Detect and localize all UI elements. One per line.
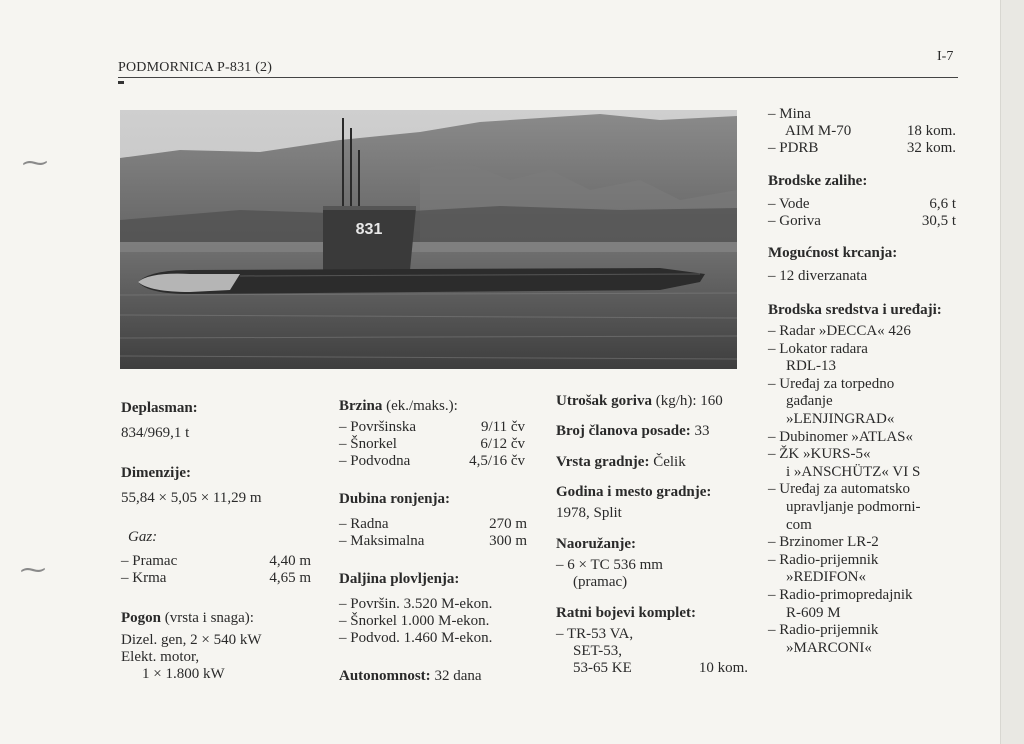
brzina-row: – Površinska 9/11 čv	[339, 419, 525, 435]
page-title: PODMORNICA P-831 (2)	[118, 60, 273, 75]
sredstva-item: – Dubinomer »ATLAS«	[768, 428, 913, 445]
sredstva-item: – Radio-prijemnik	[768, 622, 879, 639]
sredstva-item: – Brzinomer LR-2	[768, 534, 879, 551]
gaz-row: – Krma 4,65 m	[121, 570, 311, 586]
sredstva-item: – Lokator radara	[768, 340, 868, 357]
sredstva-item: – Radar »DECCA« 426	[768, 323, 911, 339]
naoruzanje-line: (pramac)	[573, 574, 628, 590]
daljina-row: – Podvod. 1.460 M-ekon.	[339, 630, 493, 646]
krcanja-value: – 12 diverzanata	[768, 268, 868, 284]
daljina-row: – Površin. 3.520 M-ekon.	[339, 596, 493, 612]
margin-mark: ⁓	[22, 148, 48, 177]
godina-value: 1978, Split	[556, 505, 622, 521]
brzina-heading: Brzina (ek./maks.):	[339, 398, 458, 414]
dubina-label: Dubina ronjenja:	[339, 491, 450, 507]
sredstva-list	[768, 323, 968, 657]
margin-mark: ⁓	[20, 555, 46, 584]
column-3	[556, 393, 756, 677]
page-edge	[1000, 0, 1024, 744]
sredstva-item: – Uređaj za automatsko	[768, 481, 911, 498]
column-2	[339, 398, 529, 685]
mina-row: – PDRB 32 kom.	[768, 140, 956, 156]
ratni-line: SET-53,	[573, 643, 623, 659]
page-number: I-7	[937, 49, 954, 64]
sredstva-item: »LENJINGRAD«	[786, 410, 895, 427]
brzina-row: – Podvodna 4,5/16 čv	[339, 453, 525, 469]
sredstva-item: i »ANSCHÜTZ« VI S	[786, 463, 921, 480]
brzina-row: – Šnorkel 6/12 čv	[339, 436, 525, 452]
gaz-label: Gaz:	[128, 529, 158, 545]
mina-row: AIM M-70 18 kom.	[785, 123, 956, 139]
mina-label: – Mina	[768, 106, 811, 122]
naoruzanje-label: Naoružanje:	[556, 536, 636, 552]
pogon-line: Dizel. gen, 2 × 540 kW	[121, 632, 262, 648]
column-1	[121, 400, 321, 683]
daljina-row: – Šnorkel 1.000 M-ekon.	[339, 613, 490, 629]
zalihe-label: Brodske zalihe:	[768, 173, 868, 189]
sredstva-item: »REDIFON«	[786, 569, 867, 586]
hull-number: 831	[355, 221, 383, 238]
deplasman-label: Deplasman:	[121, 400, 198, 416]
gaz-row: – Pramac 4,40 m	[121, 553, 311, 569]
pogon-line: 1 × 1.800 kW	[142, 666, 225, 682]
header-rule	[118, 77, 958, 78]
sredstva-item: R-609 M	[786, 604, 841, 621]
sredstva-item: – Radio-prijemnik	[768, 551, 879, 568]
ratni-line: – TR-53 VA,	[556, 626, 634, 642]
daljina-label: Daljina plovljenja:	[339, 571, 460, 587]
zalihe-row: – Vode 6,6 t	[768, 196, 956, 212]
dimenzije-label: Dimenzije:	[121, 465, 191, 481]
utrosak: Utrošak goriva (kg/h): 160	[556, 393, 723, 409]
dubina-row: – Maksimalna 300 m	[339, 533, 527, 549]
sredstva-item: gađanje	[786, 393, 833, 410]
vrsta-gradnje: Vrsta gradnje: Čelik	[556, 454, 686, 470]
broj-posade: Broj članova posade: 33	[556, 423, 710, 439]
krcanja-label: Mogućnost krcanja:	[768, 245, 898, 261]
autonomnost: Autonomnost: 32 dana	[339, 668, 482, 684]
zalihe-row: – Goriva 30,5 t	[768, 213, 956, 229]
sredstva-label: Brodska sredstva i uređaji:	[768, 302, 942, 318]
pogon-heading: Pogon (vrsta i snaga):	[121, 610, 254, 626]
sredstva-item: – Uređaj za torpedno	[768, 375, 895, 392]
sredstva-item: upravljanje podmorni-	[786, 498, 921, 515]
rule-tick	[118, 81, 124, 84]
pogon-line: Elekt. motor,	[121, 649, 200, 665]
sredstva-item: com	[786, 516, 812, 533]
sredstva-item: – ŽK »KURS-5«	[768, 446, 871, 463]
dubina-row: – Radna 270 m	[339, 516, 527, 532]
deplasman-value: 834/969,1 t	[121, 425, 190, 441]
sredstva-item: RDL-13	[786, 358, 836, 375]
ratni-line: 53-65 KE 10 kom.	[573, 660, 748, 676]
column-4	[768, 106, 968, 657]
dimenzije-value: 55,84 × 5,05 × 11,29 m	[121, 490, 262, 506]
ratni-label: Ratni bojevi komplet:	[556, 605, 696, 621]
sredstva-item: – Radio-primopredajnik	[768, 586, 913, 603]
submarine-photo	[120, 110, 737, 369]
sredstva-item: »MARCONI«	[786, 639, 872, 656]
godina-label: Godina i mesto gradnje:	[556, 484, 712, 500]
naoruzanje-line: – 6 × TC 536 mm	[556, 557, 663, 573]
